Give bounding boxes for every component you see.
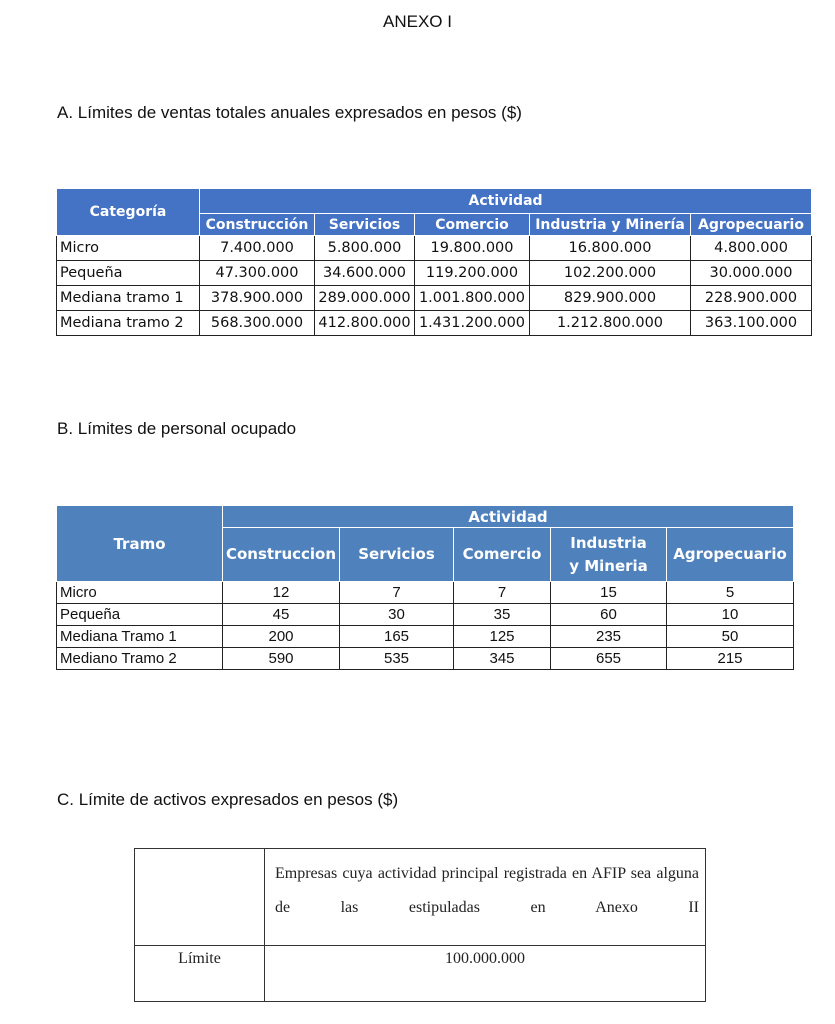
- table-row: [57, 582, 794, 604]
- table-cell: 235: [551, 626, 667, 648]
- section-b-heading: B. Límites de personal ocupado: [57, 419, 297, 438]
- table-cell: 4.800.000: [691, 236, 812, 261]
- table-cell: 119.200.000: [415, 261, 530, 286]
- table-cell: 345: [454, 648, 551, 670]
- table-cell: 655: [551, 648, 667, 670]
- column-header: Construcción: [200, 214, 315, 236]
- activity-group-header: Actividad: [223, 506, 794, 528]
- table-cell: 45: [223, 604, 340, 626]
- table-cell: 7.400.000: [200, 236, 315, 261]
- assets-limit-table: [134, 848, 706, 1002]
- column-header: Servicios: [315, 214, 415, 236]
- table-cell: 1.431.200.000: [415, 311, 530, 336]
- table-cell: 1.001.800.000: [415, 286, 530, 311]
- row-label: Mediana tramo 1: [57, 286, 200, 311]
- column-header: Comercio: [415, 214, 530, 236]
- table-cell: 200: [223, 626, 340, 648]
- column-header: Agropecuario: [691, 214, 812, 236]
- table-cell: 5.800.000: [315, 236, 415, 261]
- limit-value: 100.000.000: [265, 946, 706, 1002]
- table-cell: 363.100.000: [691, 311, 812, 336]
- table-cell: 378.900.000: [200, 286, 315, 311]
- table-cell: 125: [454, 626, 551, 648]
- column-header: Servicios: [340, 528, 454, 582]
- table-cell: 16.800.000: [530, 236, 691, 261]
- table-row: [57, 286, 812, 311]
- row-label: Pequeña: [57, 261, 200, 286]
- table-cell: 30: [340, 604, 454, 626]
- row-label: Pequeña: [57, 604, 223, 626]
- table-cell: 228.900.000: [691, 286, 812, 311]
- row-label: Mediana Tramo 1: [57, 626, 223, 648]
- table-cell: 590: [223, 648, 340, 670]
- table-row: [57, 236, 812, 261]
- section-c-heading: C. Límite de activos expresados en pesos ($): [57, 790, 399, 809]
- table-cell: 10: [667, 604, 794, 626]
- table-cell: 289.000.000: [315, 286, 415, 311]
- table-cell: 215: [667, 648, 794, 670]
- table-cell: 12: [223, 582, 340, 604]
- row-label: Mediano Tramo 2: [57, 648, 223, 670]
- activity-description: Empresas cuya actividad principal registrada en AFIP sea alguna de las estipuladas en Anexo II: [265, 849, 706, 946]
- table-cell: 30.000.000: [691, 261, 812, 286]
- table-cell: 19.800.000: [415, 236, 530, 261]
- column-header: Industria y Mineria: [551, 528, 667, 582]
- table-row: [57, 648, 794, 670]
- category-header: Categoría: [57, 189, 200, 236]
- row-label: Mediana tramo 2: [57, 311, 200, 336]
- table-cell: 5: [667, 582, 794, 604]
- table-cell: 102.200.000: [530, 261, 691, 286]
- table-cell: 165: [340, 626, 454, 648]
- table-cell: 535: [340, 648, 454, 670]
- tramo-header: Tramo: [57, 506, 223, 582]
- row-label: Micro: [57, 236, 200, 261]
- table-cell: 829.900.000: [530, 286, 691, 311]
- activity-group-header: Actividad: [200, 189, 812, 214]
- table-cell: 7: [340, 582, 454, 604]
- table-cell: 1.212.800.000: [530, 311, 691, 336]
- table-row: [57, 604, 794, 626]
- table-cell: 412.800.000: [315, 311, 415, 336]
- table-cell: 34.600.000: [315, 261, 415, 286]
- section-a-heading: A. Límites de ventas totales anuales expresados en pesos ($): [57, 103, 522, 122]
- table-row: [57, 261, 812, 286]
- table-cell: 50: [667, 626, 794, 648]
- staff-limits-table: [56, 505, 794, 670]
- table-row: [57, 626, 794, 648]
- column-header: Construccion: [223, 528, 340, 582]
- row-label: Micro: [57, 582, 223, 604]
- row-label: Límite: [135, 946, 265, 1002]
- document-title: ANEXO I: [383, 12, 452, 31]
- table-cell: 568.300.000: [200, 311, 315, 336]
- empty-corner-cell: [135, 849, 265, 946]
- column-header: Agropecuario: [667, 528, 794, 582]
- sales-limits-table: [56, 188, 812, 336]
- table-cell: 60: [551, 604, 667, 626]
- column-header: Industria y Minería: [530, 214, 691, 236]
- column-header: Comercio: [454, 528, 551, 582]
- table-cell: 15: [551, 582, 667, 604]
- table-row: [57, 311, 812, 336]
- table-cell: 7: [454, 582, 551, 604]
- table-cell: 47.300.000: [200, 261, 315, 286]
- table-cell: 35: [454, 604, 551, 626]
